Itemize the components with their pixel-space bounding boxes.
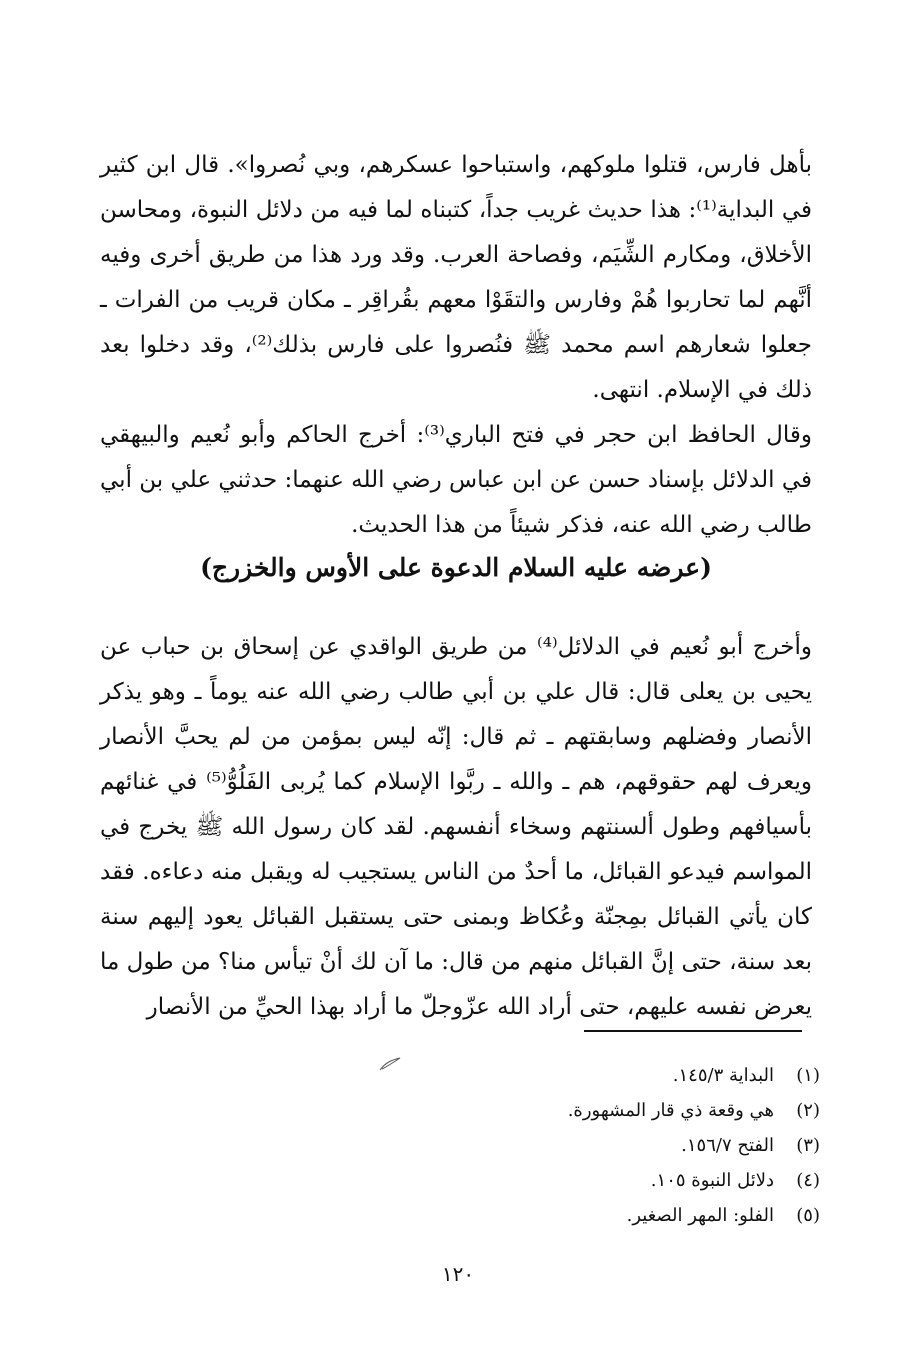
section-heading: (عرضه عليه السلام الدعوة على الأوس والخزرج) xyxy=(200,553,712,582)
paragraph-2: وقال الحافظ ابن حجر في فتح الباري⁽³⁾: أخرج الحاكم وأبو نُعيم والبيهقي في الدلائل بإسناد حسن عن ابن عباس رضي الله عنهما: حدثني علي بن أبي طالب رضي الله عنه، فذكر شيئاً من هذا الحديث. xyxy=(100,422,812,538)
footnote-number: (٥) xyxy=(796,1205,820,1226)
footnote-item xyxy=(300,1058,820,1093)
footnote-number: (١) xyxy=(796,1065,820,1086)
footnote-item xyxy=(300,1128,820,1163)
footnote-text: الفلو: المهر الصغير. xyxy=(626,1205,774,1226)
footnote-item xyxy=(300,1163,820,1198)
page-number: ١٢٠ xyxy=(441,1262,475,1286)
footnote-item xyxy=(300,1198,820,1233)
footnote-item xyxy=(300,1093,820,1128)
footnote-number: (٤) xyxy=(796,1170,820,1191)
footnote-text: دلائل النبوة ١٠٥. xyxy=(650,1170,774,1191)
footnote-number: (٣) xyxy=(796,1135,820,1156)
footnote-number: (٢) xyxy=(796,1100,820,1121)
paragraph-3: وأخرج أبو نُعيم في الدلائل⁽⁴⁾ من طريق الواقدي عن إسحاق بن حباب عن يحيى بن يعلى قال: قال علي بن أبي طالب رضي الله عنه يوماً ـ وهو يذكر الأنصار وفضلهم وسابقتهم ـ ثم قال: إنّه ليس بمؤمن من لم يحبَّ الأنصار ويعرف لهم حقوقهم، هم ـ والله ـ ربَّوا الإسلام كما يُربى الفَلُوُّ⁽⁵⁾ في غنائهم بأسيافهم وطول ألسنتهم وسخاء أنفسهم. لقد كان رسول الله ﷺ يخرج في المواسم فيدعو القبائل، ما أحدٌ من الناس يستجيب له ويقبل منه دعاءه. فقد كان يأتي القبائل بمِجنّة وعُكاظ وبمنى حتى يستقبل القبائل يعود إليهم سنة بعد سنة، حتى إنَّ القبائل منهم من قال: ما آن لك أنْ تيأس منا؟ من طول ما يعرض نفسه عليهم، حتى أراد الله عزّوجلّ ما أراد بهذا الحيِّ من الأنصار xyxy=(100,634,813,1020)
footnote-divider xyxy=(584,1030,802,1032)
footnotes-list xyxy=(300,1058,820,1233)
footnote-text: هي وقعة ذي قار المشهورة. xyxy=(567,1100,774,1121)
footnote-text: البداية ١٤٥/٣. xyxy=(672,1065,774,1086)
paragraph-1: بأهل فارس، قتلوا ملوكهم، واستباحوا عسكرهم، وبي نُصروا». قال ابن كثير في البداية⁽¹⁾: هذا حديث غريب جداً، كتبناه لما فيه من دلائل النبوة، ومحاسن الأخلاق، ومكارم الشِّيَم، وفصاحة العرب. وقد ورد هذا من طريق أخرى وفيه أنَّهم لما تحاربوا هُمْ وفارس والتقَوْا معهم بقُراقِر ـ مكان قريب من الفرات ـ جعلوا شعارهم اسم محمد ﷺ فنُصروا على فارس بذلك⁽²⁾، وقد دخلوا بعد ذلك في الإسلام. انتهى. xyxy=(100,152,812,403)
footnote-text: الفتح ١٥٦/٧. xyxy=(681,1135,774,1156)
